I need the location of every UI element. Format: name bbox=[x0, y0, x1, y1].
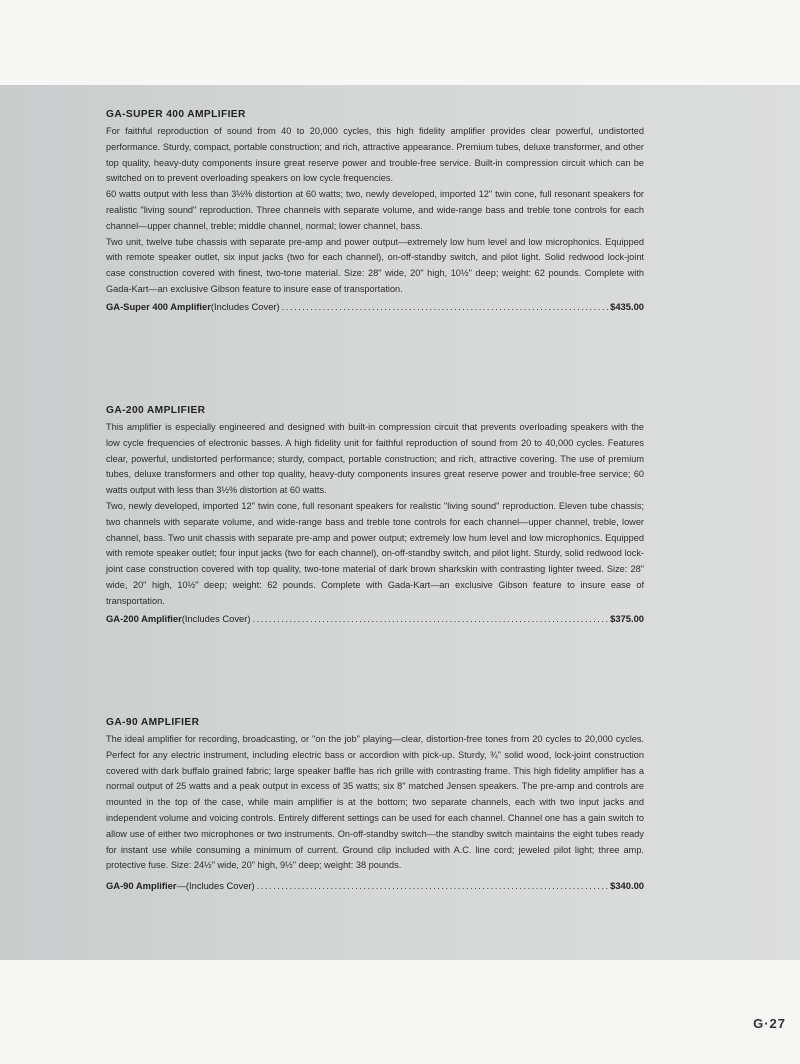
dot-leader bbox=[253, 611, 609, 627]
includes-cover-note: —(Includes Cover) bbox=[176, 880, 255, 892]
dot-leader bbox=[257, 878, 608, 894]
description-paragraph: The ideal amplifier for recording, broadcasting, or "on the job" playing—clear, distortion-free tones from 20 cycles to 20,000 cycles. Perfect for any electric instrument, including electric bass or accordion with pick-up. Sturdy, ¾" solid wood, lock-joint construction covered with dark buffalo grained fabric; large speaker baffle has rich grille with contrasting frame. This high fidelity amplifier has a normal output of 25 watts and a peak output in excess of 35 watts; six 8" matched Jensen speakers. The pre-amp and controls are mounted in the top of the case, while main amplifier is at the bottom; two separate channels, each with two input jacks and independent volume and voicing controls. Entirely different settings can be used for each channel. Channel one has a gain switch to allow use of either two microphones or two instruments. On-off-standby switch—the standby switch maintains the eight tubes ready for instant use while consuming a minimum of current. Ground clip included with A.C. line cord; jeweled pilot light; three amp. protective fuse. Size: 24½" wide, 20" high, 9½" deep; weight: 38 pounds. bbox=[106, 734, 644, 871]
description-paragraph: 60 watts output with less than 3½% distortion at 60 watts; two, newly developed, imported 12" twin cone, full resonant speakers for realistic "living sound" reproduction. Three channels with separate volume, and wide-range bass and treble tone controls for each channel—upper channel, treble; middle channel, normal; lower channel, bass. bbox=[106, 189, 644, 231]
description-paragraph: Two, newly developed, imported 12" twin cone, full resonant speakers for realistic "living sound" reproduction. Eleven tube chassis; two channels with separate volume, and wide-range bass and treble tone controls for each channel—upper channel, treble, lower channel, bass. Two unit chassis with separate pre-amp and power output; extremely low hum level and low microphonics. Equipped with remote speaker outlet; four input jacks (two for each channel), on-off-standby switch, and pilot light. Sturdy, solid redwood lock-joint case construction covered with top quality, two-tone material of dark brown sharkskin with contrasting lighter tweed. Size: 28" wide, 20" high, 10½" deep; weight: 62 pounds. Complete with Gada-Kart—an exclusive Gibson feature to insure ease of transportation. bbox=[106, 500, 644, 606]
product-name: GA-Super 400 Amplifier bbox=[106, 300, 211, 312]
section-title: GA-SUPER 400 AMPLIFIER bbox=[106, 109, 246, 120]
description-paragraph: Two unit, twelve tube chassis with separate pre-amp and power output—extremely low hum level and low microphonics. Equipped with remote speaker outlet, six input jacks (two for each channel), on-off-standby switch, and pilot light. Solid redwood lock-joint case construction covered with finest, two-tone material. Size: 28" wide, 20" high, 10½" deep; weight: 62 pounds. Complete with Gada-Kart—an exclusive Gibson feature to insure ease of transportation. bbox=[106, 236, 644, 294]
price: $375.00 bbox=[610, 612, 644, 624]
product-name: GA-200 Amplifier bbox=[106, 612, 182, 624]
price: $340.00 bbox=[610, 880, 644, 892]
price: $435.00 bbox=[610, 300, 644, 312]
product-name: GA-90 Amplifier bbox=[106, 880, 177, 892]
section-title: GA-200 AMPLIFIER bbox=[106, 405, 206, 416]
ga-200-section bbox=[106, 404, 644, 627]
ga-90-section bbox=[106, 716, 644, 894]
price-line bbox=[106, 611, 644, 627]
dot-leader bbox=[282, 299, 608, 315]
description-paragraph: This amplifier is especially engineered and designed with built-in compression circuit that prevents overloading speakers with the low cycle frequencies of electronic basses. A high fidelity unit for faithful reproduction of sound from 20 to 40,000 cycles. Features clear, powerful, undistorted performance; sturdy, compact, portable construction; and rich, attractive covering. The use of premium tubes, deluxe transformers and other top quality, heavy-duty components insures great reserve power and trouble-free service; 60 watts output with less than 3½% distortion at 60 watts. bbox=[106, 422, 644, 496]
ga-super-400-section bbox=[106, 108, 644, 315]
price-line bbox=[106, 299, 644, 315]
page-number: G·27 bbox=[753, 1016, 786, 1031]
section-title: GA-90 AMPLIFIER bbox=[106, 717, 200, 728]
includes-cover-note: (Includes Cover) bbox=[181, 612, 251, 624]
price-line bbox=[106, 878, 644, 894]
description-paragraph: For faithful reproduction of sound from 40 to 20,000 cycles, this high fidelity amplifier provides clear powerful, undistorted performance. Sturdy, compact, portable construction; and rich, attractive appearance. Premium tubes, deluxe transformer, and other top quality, heavy-duty components insure great reserve power and trouble-free service. Built-in compression circuit which can be switched on to prevent overloading speakers on low cycle frequencies. bbox=[106, 126, 644, 184]
includes-cover-note: (Includes Cover) bbox=[210, 300, 280, 312]
